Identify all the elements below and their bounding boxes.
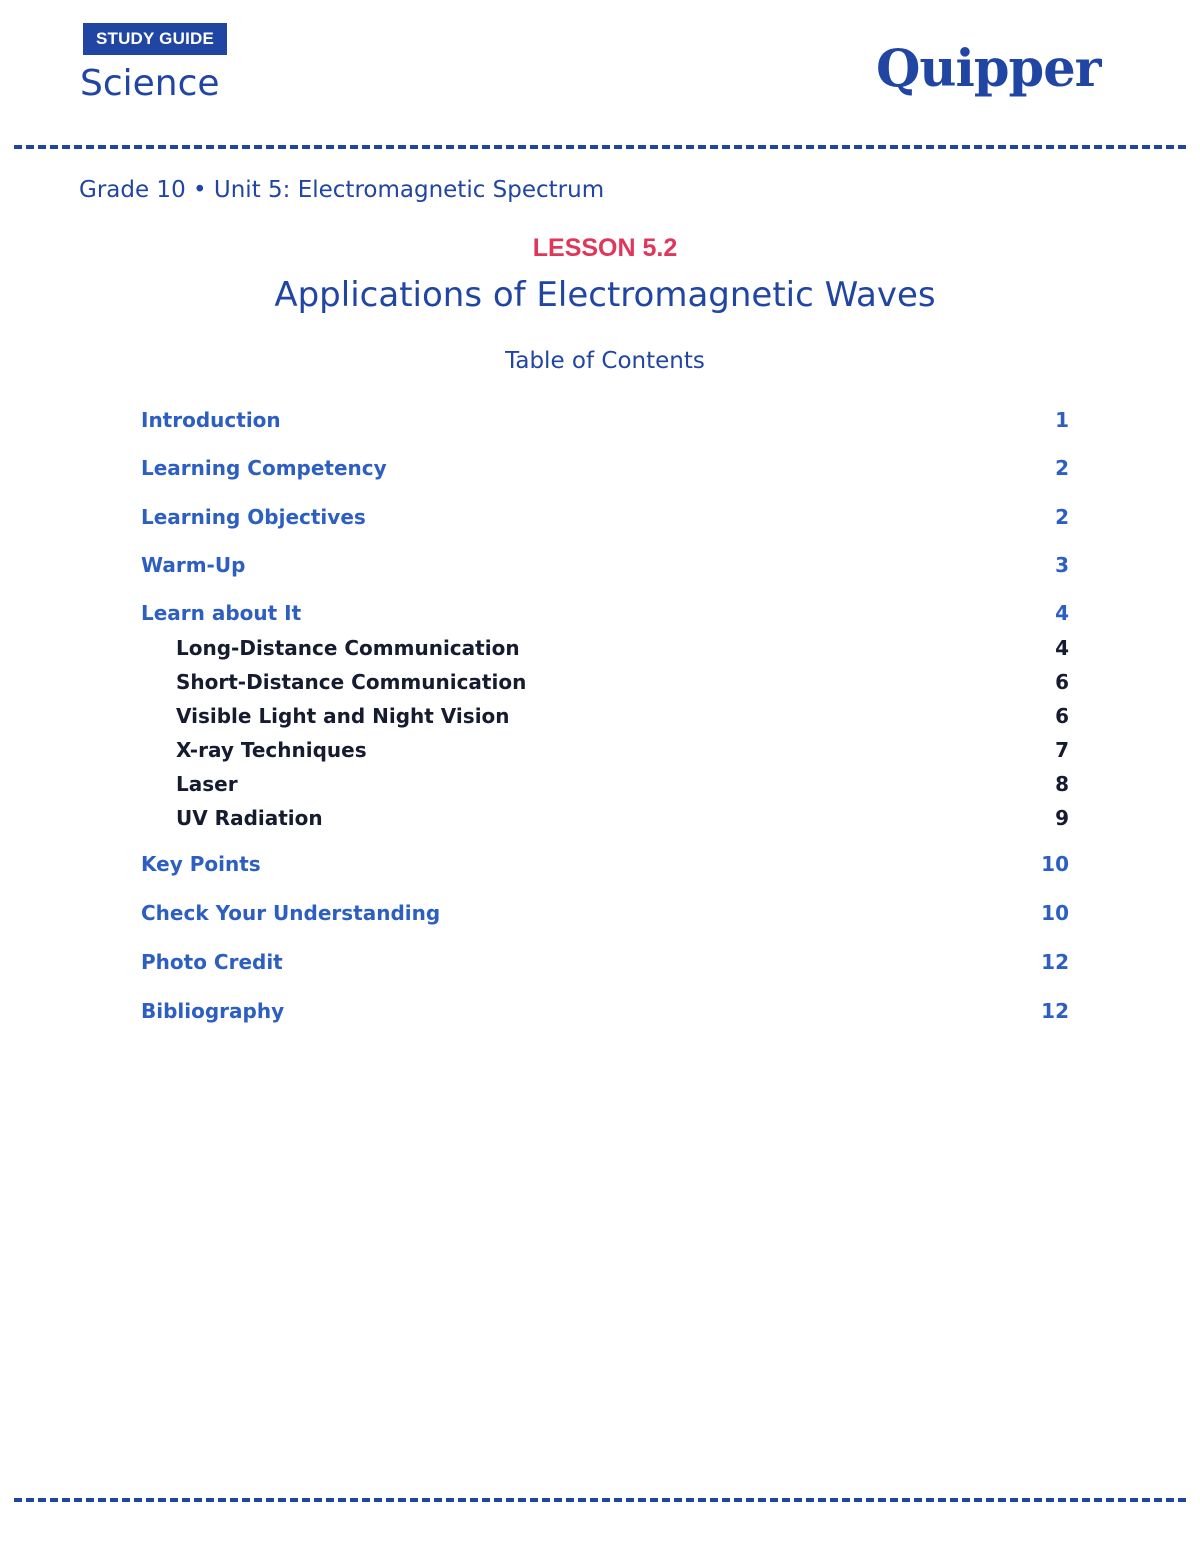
study-guide-badge: STUDY GUIDE [83,23,227,55]
toc-entry-label: Introduction [141,408,281,432]
toc-entry-label: Short-Distance Communication [176,670,527,694]
toc-entry-page: 8 [1055,772,1069,796]
toc-entry-short-distance-communication[interactable] [141,667,1069,697]
toc-entry-page: 4 [1055,601,1069,625]
toc-entry-label: Photo Credit [141,950,283,974]
toc-entry-label: Visible Light and Night Vision [176,704,510,728]
toc-entry-bibliography[interactable] [141,996,1069,1026]
toc-heading: Table of Contents [505,348,705,374]
toc-entry-page: 2 [1055,505,1069,529]
unit-breadcrumb: Grade 10 • Unit 5: Electromagnetic Spectrum [79,177,605,203]
toc-entry-label: Learning Objectives [141,505,366,529]
toc-entry-visible-light-night-vision[interactable] [141,701,1069,731]
toc-entry-label: Warm-Up [141,553,246,577]
toc-entry-learning-objectives[interactable] [141,502,1069,532]
toc-entry-laser[interactable] [141,769,1069,799]
quipper-logo: Quipper [876,39,1101,99]
toc-entry-uv-radiation[interactable] [141,803,1069,833]
toc-entry-learning-competency[interactable] [141,453,1069,483]
toc-entry-page: 9 [1055,806,1069,830]
subject-title: Science [80,63,220,104]
toc-entry-page: 6 [1055,670,1069,694]
toc-entry-long-distance-communication[interactable] [141,633,1069,663]
lesson-title: Applications of Electromagnetic Waves [274,275,936,315]
toc-entry-label: Key Points [141,852,261,876]
toc-entry-page: 10 [1041,852,1069,876]
toc-entry-label: Learning Competency [141,456,387,480]
toc-entry-label: UV Radiation [176,806,323,830]
toc-entry-label: Learn about It [141,601,302,625]
toc-entry-x-ray-techniques[interactable] [141,735,1069,765]
toc-entry-page: 1 [1055,408,1069,432]
toc-entry-page: 12 [1041,950,1069,974]
toc-entry-page: 2 [1055,456,1069,480]
lesson-number: LESSON 5.2 [532,234,678,262]
toc-entry-page: 3 [1055,553,1069,577]
toc-entry-page: 12 [1041,999,1069,1023]
toc-entry-check-your-understanding[interactable] [141,898,1069,928]
toc-entry-photo-credit[interactable] [141,947,1069,977]
toc-entry-learn-about-it[interactable] [141,598,1069,628]
toc-entry-introduction[interactable] [141,405,1069,435]
top-dashed-divider [14,145,1186,149]
toc-entry-label: Long-Distance Communication [176,636,520,660]
toc-entry-page: 7 [1055,738,1069,762]
bottom-dashed-divider [14,1498,1186,1502]
toc-entry-page: 10 [1041,901,1069,925]
toc-entry-label: X-ray Techniques [176,738,367,762]
toc-entry-label: Check Your Understanding [141,901,441,925]
toc-entry-warm-up[interactable] [141,550,1069,580]
toc-entry-label: Laser [176,772,238,796]
toc-entry-label: Bibliography [141,999,285,1023]
toc-entry-page: 6 [1055,704,1069,728]
toc-entry-key-points[interactable] [141,849,1069,879]
toc-entry-page: 4 [1055,636,1069,660]
